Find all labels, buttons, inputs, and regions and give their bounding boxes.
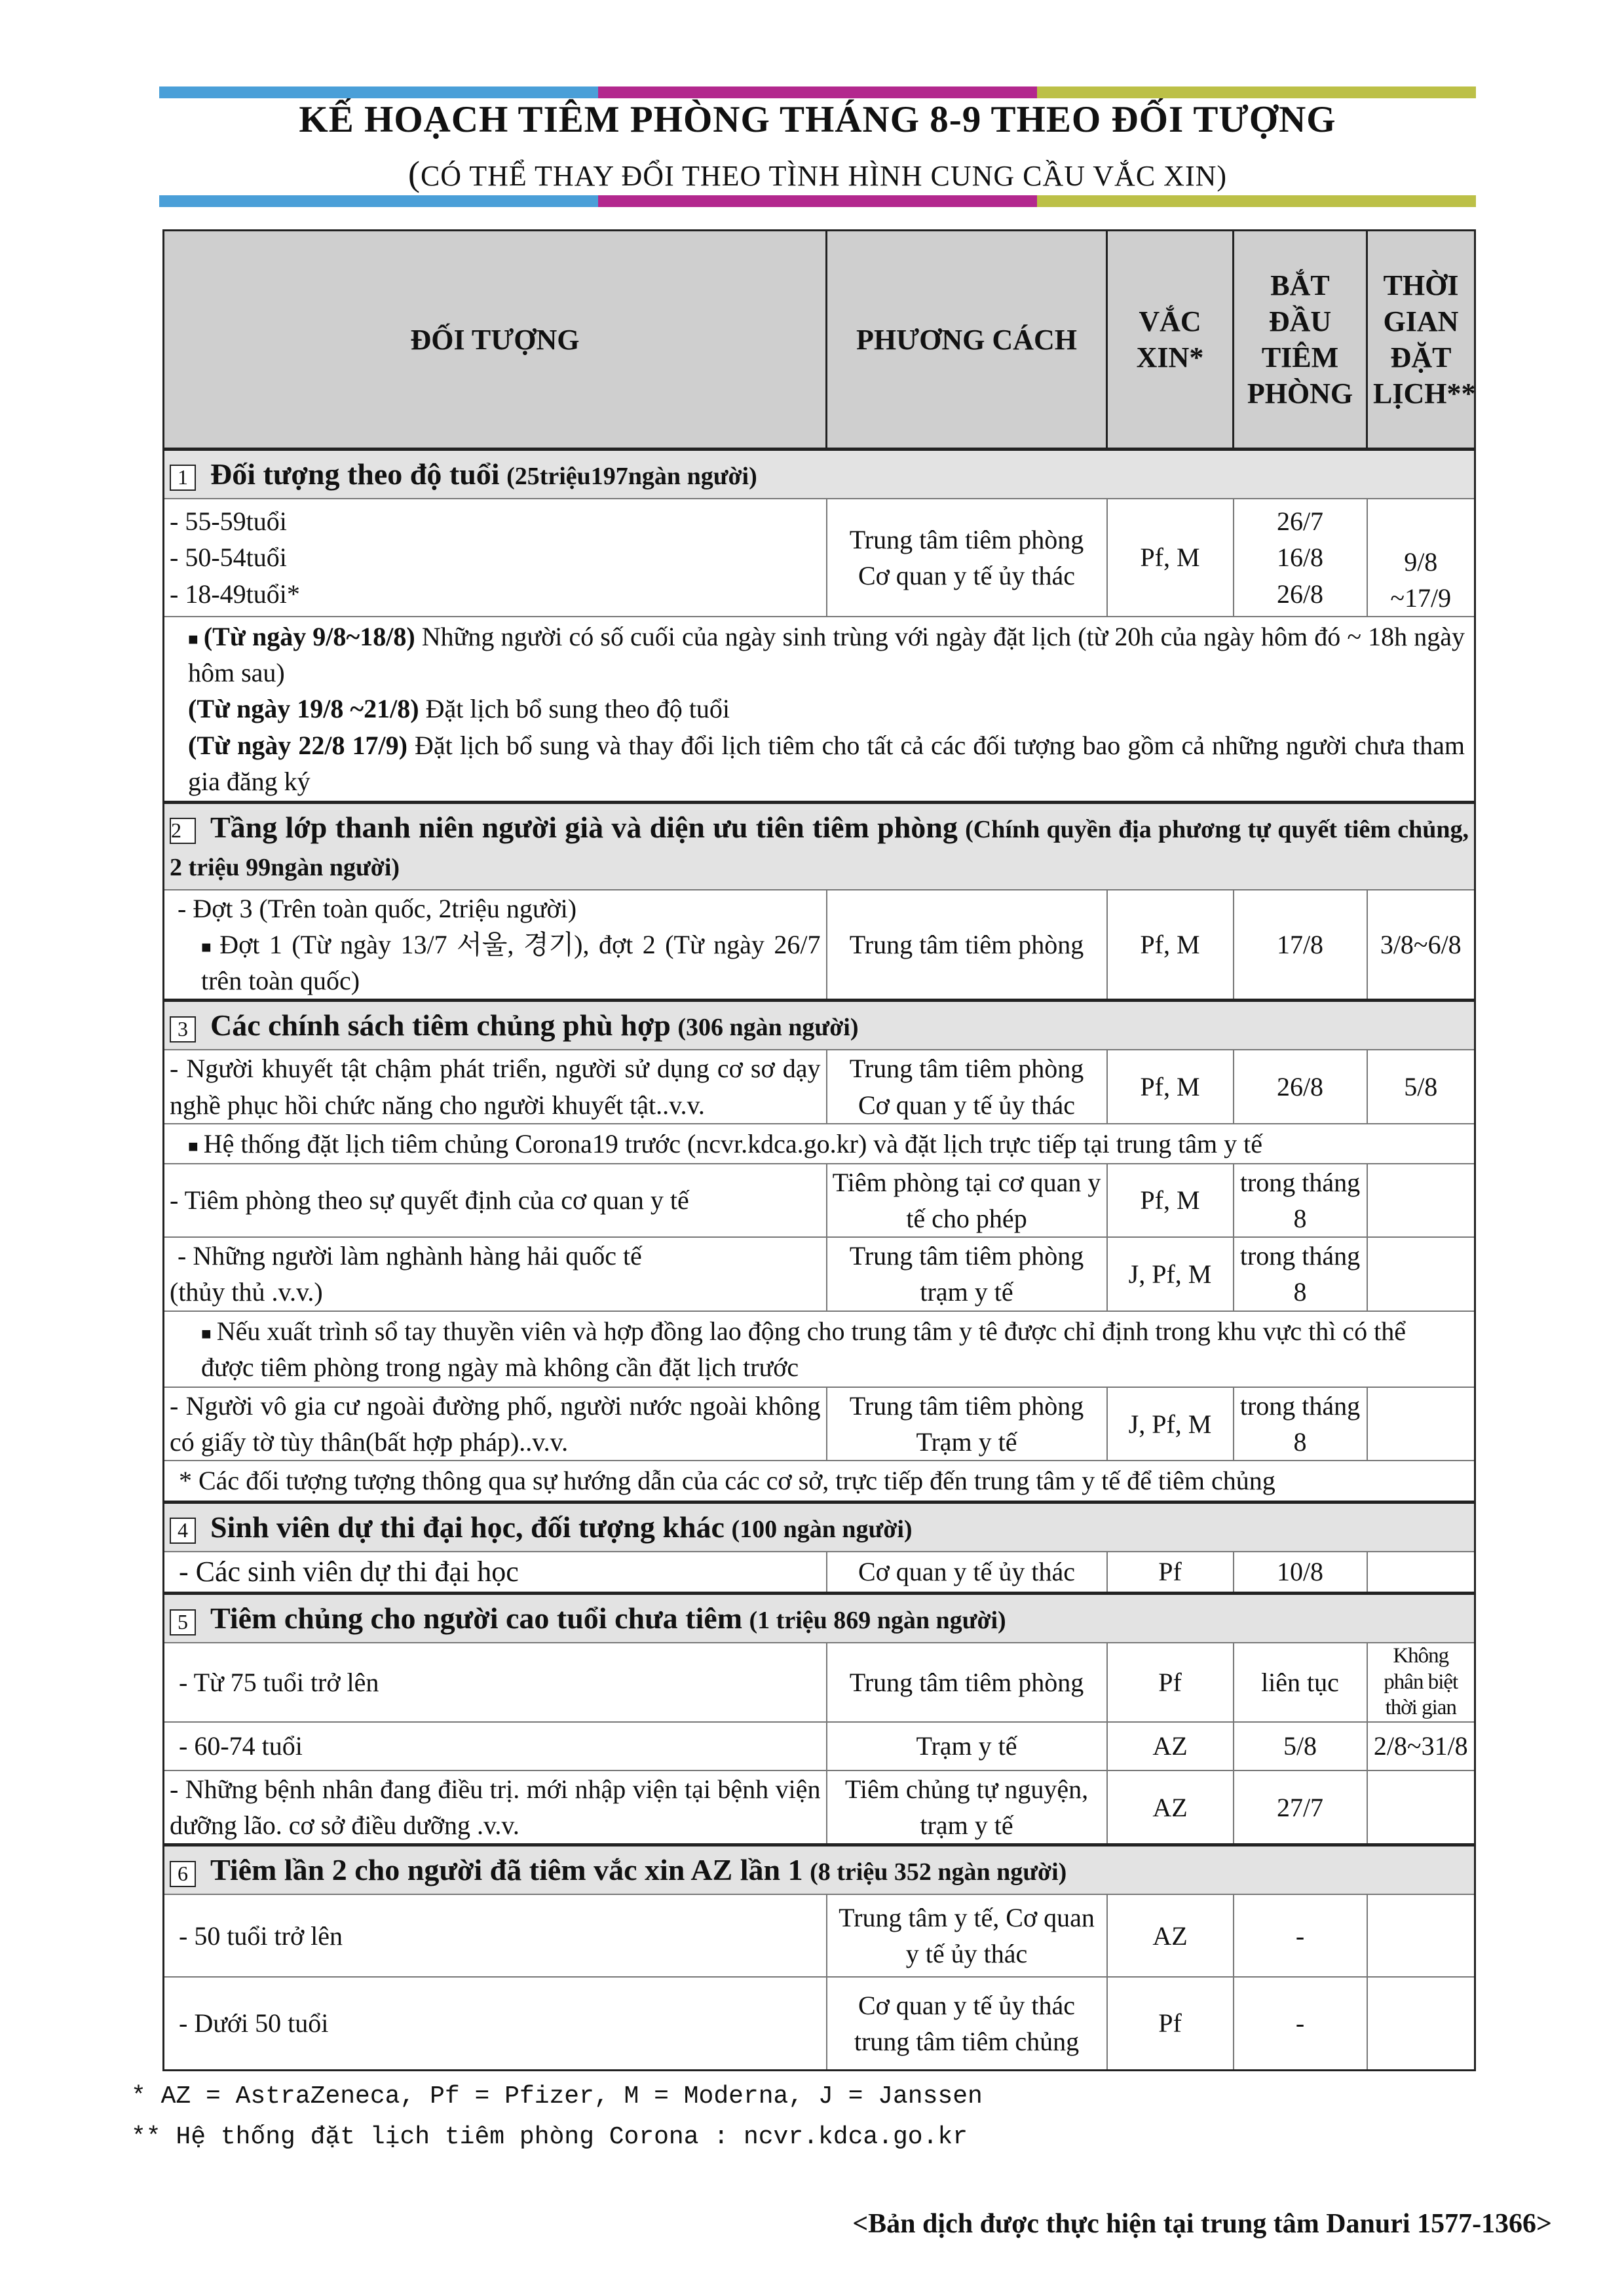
section-6-header: 6 Tiêm lần 2 cho người đã tiêm vắc xin AZ lần 1 (8 triệu 352 ngàn người) — [164, 1845, 1475, 1894]
vaccination-plan-table — [162, 229, 1476, 2071]
table-row: - 60-74 tuổi Trạm y tế AZ 5/8 2/8~31/8 — [164, 1722, 1475, 1770]
table-header-row — [164, 231, 1475, 450]
page-title: KẾ HOẠCH TIÊM PHÒNG THÁNG 8-9 THEO ĐỐI TƯỢNG — [299, 99, 1336, 140]
header-bat-dau: BẮT ĐẦU TIÊM PHÒNG — [1234, 231, 1367, 450]
table-row: - Đợt 3 (Trên toàn quốc, 2triệu người) ■ Đợt 1 (Từ ngày 13/7 서울, 경기), đợt 2 (Từ ngày 26/7 trên toàn quốc) Trung tâm tiêm phòng Pf, M 17/8 3/8~6/8 — [164, 890, 1475, 1001]
header-vac-xin: VẮC XIN* — [1107, 231, 1234, 450]
page-subtitle: (CÓ THỂ THAY ĐỔI THEO TÌNH HÌNH CUNG CẦU VẮC XIN) — [407, 154, 1228, 193]
translation-credit: <Bản dịch được thực hiện tại trung tâm Danuri 1577-1366> — [852, 2209, 1552, 2239]
table-row: - Dưới 50 tuổi Cơ quan y tế ủy thác trung tâm tiêm chủng Pf - — [164, 1977, 1475, 2070]
section-3-header: 3 Các chính sách tiêm chủng phù hợp (306 ngàn người) — [164, 1001, 1475, 1050]
table-note-row: ■ Nếu xuất trình sổ tay thuyền viên và hợp đồng lao động cho trung tâm y tê được chỉ định trong khu vực thì có thể được tiêm phòng trong ngày mà không cần đặt lịch trước — [164, 1311, 1475, 1387]
section-1-notes: ■ (Từ ngày 9/8~18/8) Những người có số cuối của ngày sinh trùng với ngày đặt lịch (từ 20h của ngày hôm đó ~ 18h ngày hôm sau) (Từ ngày 19/8 ~21/8) Đặt lịch bổ sung theo độ tuổi (Từ ngày 22/8 17/9) Đặt lịch bổ sung và thay đổi lịch tiêm cho tất cả các đối tượng bao gồm cả những người chưa tham gia đăng ký — [164, 617, 1475, 802]
table-row: - Các sinh viên dự thi đại học Cơ quan y tế ủy thác Pf 10/8 — [164, 1552, 1475, 1594]
footnote-booking-system: ** Hệ thống đặt lịch tiêm phòng Corona : ncvr.kdca.go.kr — [131, 2123, 968, 2151]
table-row: - Tiêm phòng theo sự quyết định của cơ quan y tế Tiêm phòng tại cơ quan y tế cho phép Pf, M trong tháng 8 — [164, 1164, 1475, 1237]
section-4-header: 4 Sinh viên dự thi đại học, đối tượng khác (100 ngàn người) — [164, 1502, 1475, 1551]
table-row: - 50 tuổi trở lên Trung tâm y tế, Cơ quan y tế ủy thác AZ - — [164, 1894, 1475, 1977]
bottom-color-bar — [159, 195, 1476, 207]
section-5-header: 5 Tiêm chủng cho người cao tuổi chưa tiêm (1 triệu 869 ngàn người) — [164, 1594, 1475, 1643]
table-row: - Người vô gia cư ngoài đường phố, người nước ngoài không có giấy tờ tùy thân(bất hợp pháp)..v.v. Trung tâm tiêm phòng Trạm y tế J, Pf, M trong tháng 8 — [164, 1387, 1475, 1461]
header-phuong-cach: PHƯƠNG CÁCH — [827, 231, 1107, 450]
table-row: - Từ 75 tuổi trở lên Trung tâm tiêm phòng Pf liên tục Không phân biệt thời gian — [164, 1643, 1475, 1722]
top-color-bar — [159, 86, 1476, 98]
section-1-header: 1 Đối tượng theo độ tuổi (25triệu197ngàn người) — [164, 450, 1475, 499]
table-note-row: * Các đối tượng tượng thông qua sự hướng dẫn của các cơ sở, trực tiếp đến trung tâm y tế để tiêm chủng — [164, 1461, 1475, 1502]
section-2-header: 2 Tầng lớp thanh niên người già và diện ưu tiên tiêm phòng (Chính quyền địa phương tự quyết tiêm chủng, 2 triệu 99ngàn người) — [164, 802, 1475, 889]
table-row: - 55-59tuổi - 50-54tuổi - 18-49tuổi* Trung tâm tiêm phòng Cơ quan y tế ủy thác Pf, M 26/7 16/8 26/8 9/8 ~17/9 — [164, 499, 1475, 617]
table-note-row: ■ Hệ thống đặt lịch tiêm chủng Corona19 trước (ncvr.kdca.go.kr) và đặt lịch trực tiếp tại trung tâm y tế — [164, 1124, 1475, 1164]
section-number: 1 — [170, 465, 196, 491]
table-row: - Những bệnh nhân đang điều trị. mới nhập viện tại bệnh viện dưỡng lão. cơ sở điều dưỡng .v.v. Tiêm chủng tự nguyện, trạm y tế AZ 27/7 — [164, 1770, 1475, 1845]
table-row: - Những người làm nghành hàng hải quốc tế (thủy thủ .v.v.) Trung tâm tiêm phòng trạm y tế J, Pf, M trong tháng 8 — [164, 1237, 1475, 1311]
header-doi-tuong: ĐỐI TƯỢNG — [164, 231, 827, 450]
table-row: - Người khuyết tật chậm phát triển, người sử dụng cơ sơ dạy nghề phục hồi chức năng cho người khuyết tật..v.v. Trung tâm tiêm phòng Cơ quan y tế ủy thác Pf, M 26/8 5/8 — [164, 1050, 1475, 1123]
header-thoi-gian: THỜI GIAN ĐẶT LỊCH** — [1367, 231, 1475, 450]
footnote-vaccine-abbrev: * AZ = AstraZeneca, Pf = Pfizer, M = Moderna, J = Janssen — [131, 2082, 983, 2111]
